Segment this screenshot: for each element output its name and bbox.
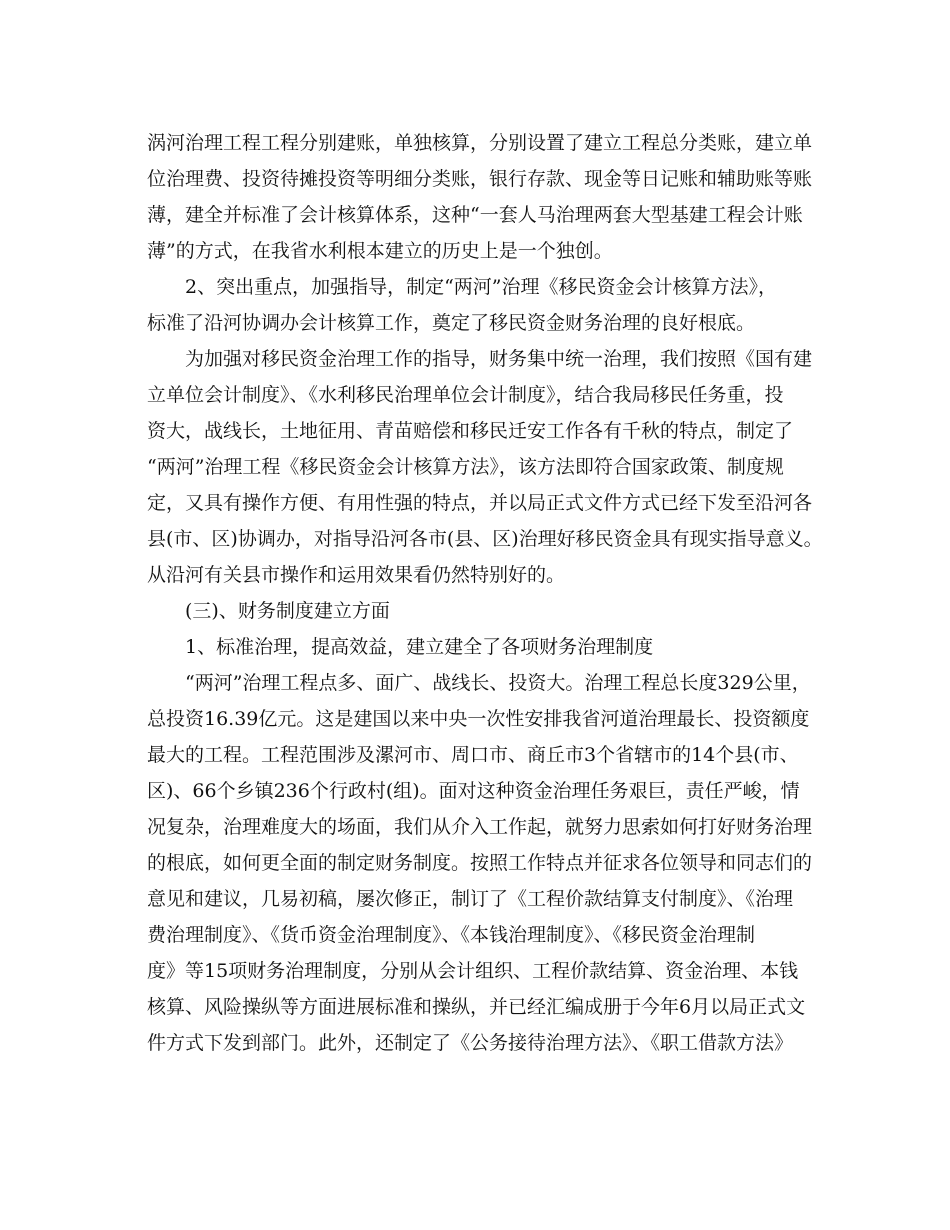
document-body xyxy=(147,125,823,1061)
body-line: 2、突出重点，加强指导，制定“两河”治理《移民资金会计核算方法》， xyxy=(185,276,778,298)
body-line: 况复杂，治理难度大的场面，我们从介入工作起，就努力思索如何打好财务治理 xyxy=(147,816,813,838)
body-line: 薄”的方式，在我省水利根本建立的历史上是一个独创。 xyxy=(147,240,613,262)
body-line: 资大，战线长，土地征用、青苗赔偿和移民迁安工作各有千秋的特点，制定了 xyxy=(147,420,794,442)
body-line: 总投资16.39亿元。这是建国以来中央一次性安排我省河道治理最长、投资额度 xyxy=(147,708,810,730)
body-line: 立单位会计制度》、《水利移民治理单位会计制度》，结合我局移民任务重，投 xyxy=(147,384,784,406)
body-line: 为加强对移民资金治理工作的指导，财务集中统一治理，我们按照《国有建 xyxy=(185,348,813,370)
body-line: 件方式下发到部门。此外，还制定了《公务接待治理方法》、《职工借款方法》 xyxy=(147,1032,794,1054)
body-line: 涡河治理工程工程分别建账，单独核算，分别设置了建立工程总分类账，建立单 xyxy=(147,132,813,154)
body-line: 定，又具有操作方便、有用性强的特点，并以局正式文件方式已经下发至沿河各 xyxy=(147,492,813,514)
body-line: 标准了沿河协调办会计核算工作，奠定了移民资金财务治理的良好根底。 xyxy=(147,312,756,334)
body-line: 核算、风险操纵等方面进展标准和操纵，并已经汇编成册于今年6月以局正式文 xyxy=(147,996,806,1018)
body-line: 意见和建议，几易初稿，屡次修正，制订了《工程价款结算支付制度》、《治理 xyxy=(147,888,794,910)
body-line: 薄，建全并标准了会计核算体系，这种“一套人马治理两套大型基建工程会计账 xyxy=(147,204,803,226)
body-line: 从沿河有关县市操作和运用效果看仍然特别好的。 xyxy=(147,564,566,586)
body-line: 的根底，如何更全面的制定财务制度。按照工作特点并征求各位领导和同志们的 xyxy=(147,852,813,874)
body-line: 县(市、区)协调办，对指导沿河各市(县、区)治理好移民资金具有现实指导意义。 xyxy=(147,528,823,550)
body-line: “两河”治理工程《移民资金会计核算方法》，该方法即符合国家政策、制度规 xyxy=(147,456,784,478)
body-line: “两河”治理工程点多、面广、战线长、投资大。治理工程总长度329公里， xyxy=(185,672,811,694)
body-line: 费治理制度》、《货币资金治理制度》、《本钱治理制度》、《移民资金治理制 xyxy=(147,924,756,946)
section-heading: (三)、财务制度建立方面 xyxy=(185,600,390,622)
subsection-heading: 1、标准治理，提高效益，建立建全了各项财务治理制度 xyxy=(185,636,654,658)
body-line: 最大的工程。工程范围涉及漯河市、周口市、商丘市3个省辖市的14个县(市、 xyxy=(147,744,799,766)
body-line: 位治理费、投资待摊投资等明细分类账，银行存款、现金等日记账和辅助账等账 xyxy=(147,168,813,190)
body-line: 度》等15项财务治理制度，分别从会计组织、工程价款结算、资金治理、本钱 xyxy=(147,960,799,982)
body-line: 区)、66个乡镇236个行政村(组)。面对这种资金治理任务艰巨，责任严峻，情 xyxy=(147,780,800,802)
